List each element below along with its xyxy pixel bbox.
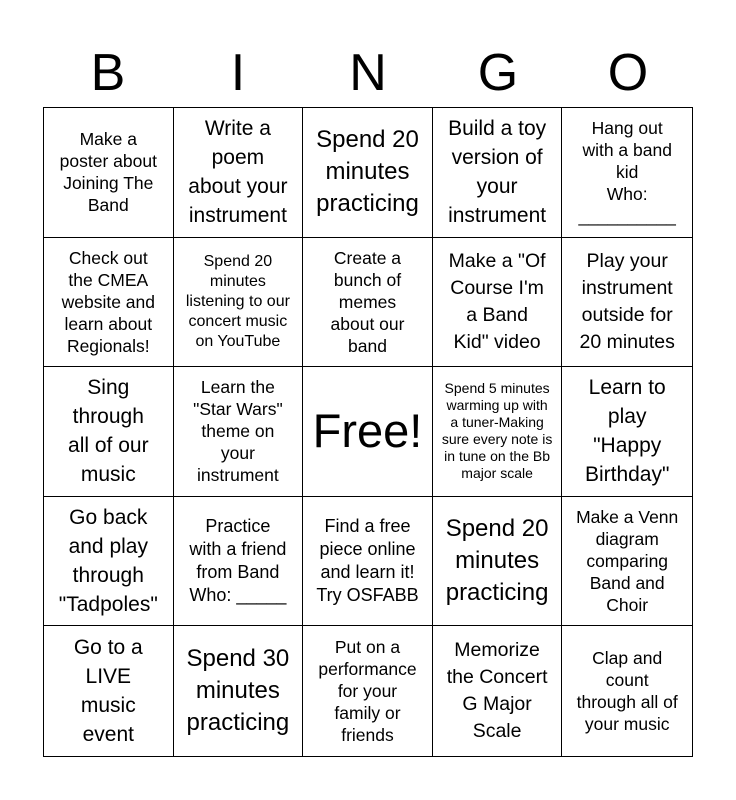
bingo-cell-r4-c3[interactable] <box>303 497 433 627</box>
bingo-cell-r5-c1[interactable] <box>44 626 174 756</box>
bingo-cell-r3-c1[interactable] <box>44 367 174 497</box>
header-letter-i: I <box>230 44 246 102</box>
bingo-cell-text: Put on a performance for your family or friends <box>318 637 417 746</box>
bingo-cell-text: Hang out with a band kid Who: __________ <box>578 118 676 227</box>
bingo-cell-free[interactable] <box>303 367 433 497</box>
header-letter-b: B <box>90 44 126 102</box>
bingo-cell-r1-c1[interactable] <box>44 108 174 238</box>
bingo-cell-r3-c2[interactable] <box>174 367 304 497</box>
bingo-cell-text: Create a bunch of memes about our band <box>330 247 405 356</box>
bingo-cell-r3-c4[interactable] <box>433 367 563 497</box>
bingo-card-grid <box>43 107 693 757</box>
bingo-cell-r4-c5[interactable] <box>562 497 692 627</box>
bingo-cell-r1-c4[interactable] <box>433 108 563 238</box>
bingo-cell-text: Spend 20 minutes listening to our concert music on YouTube <box>185 252 290 350</box>
bingo-header <box>43 40 693 106</box>
bingo-cell-text: Find a free piece online and learn it! Try OSFABB <box>316 516 419 606</box>
bingo-cell-r5-c4[interactable] <box>433 626 563 756</box>
bingo-cell-text: Write a poem about your instrument <box>188 117 288 228</box>
bingo-cell-text: Make a Venn diagram comparing Band and Choir <box>576 507 679 616</box>
bingo-cell-r5-c2[interactable] <box>174 626 304 756</box>
header-letter-n: N <box>349 44 387 102</box>
bingo-cell-text: Build a toy version of your instrument <box>448 117 547 228</box>
bingo-cell-text: Learn the "Star Wars" theme on your instrument <box>193 377 283 486</box>
bingo-cell-text: Play your instrument outside for 20 minutes <box>579 249 675 353</box>
bingo-cell-r1-c2[interactable] <box>174 108 304 238</box>
bingo-cell-text: Go to a LIVE music event <box>73 636 143 747</box>
bingo-cell-text: Practice with a friend from Band Who: _____ <box>189 516 287 606</box>
bingo-cell-r1-c3[interactable] <box>303 108 433 238</box>
bingo-cell-r4-c2[interactable] <box>174 497 304 627</box>
bingo-cell-text: Learn to play "Happy Birthday" <box>584 376 670 487</box>
bingo-cell-text: Spend 20 minutes practicing <box>316 126 419 218</box>
bingo-cell-text: Spend 20 minutes practicing <box>445 515 549 607</box>
header-letter-o: O <box>607 44 649 102</box>
header-letter-g: G <box>477 44 519 102</box>
bingo-cell-text: Free! <box>312 404 423 458</box>
bingo-cell-text: Memorize the Concert G Major Scale <box>446 639 548 743</box>
bingo-cell-r1-c5[interactable] <box>562 108 692 238</box>
bingo-cell-r4-c1[interactable] <box>44 497 174 627</box>
bingo-cell-text: Clap and count through all of your music <box>576 648 678 735</box>
bingo-cell-r4-c4[interactable] <box>433 497 563 627</box>
bingo-cell-text: Make a poster about Joining The Band <box>59 129 157 216</box>
bingo-cell-text: Spend 5 minutes warming up with a tuner-Making sure every note is in tune on the Bb major scale <box>441 380 553 482</box>
bingo-cell-r2-c2[interactable] <box>174 238 304 368</box>
bingo-cell-r2-c5[interactable] <box>562 238 692 368</box>
bingo-cell-r3-c5[interactable] <box>562 367 692 497</box>
bingo-cell-r5-c5[interactable] <box>562 626 692 756</box>
bingo-cell-text: Sing through all of our music <box>68 376 149 487</box>
bingo-cell-r2-c4[interactable] <box>433 238 563 368</box>
bingo-cell-text: Make a "Of Course I'm a Band Kid" video <box>448 249 546 353</box>
bingo-cell-text: Check out the CMEA website and learn about Regionals! <box>61 247 155 356</box>
bingo-cell-r2-c3[interactable] <box>303 238 433 368</box>
bingo-cell-text: Spend 30 minutes practicing <box>186 645 290 737</box>
bingo-cell-text: Go back and play through "Tadpoles" <box>58 506 158 617</box>
bingo-cell-r5-c3[interactable] <box>303 626 433 756</box>
bingo-cell-r2-c1[interactable] <box>44 238 174 368</box>
